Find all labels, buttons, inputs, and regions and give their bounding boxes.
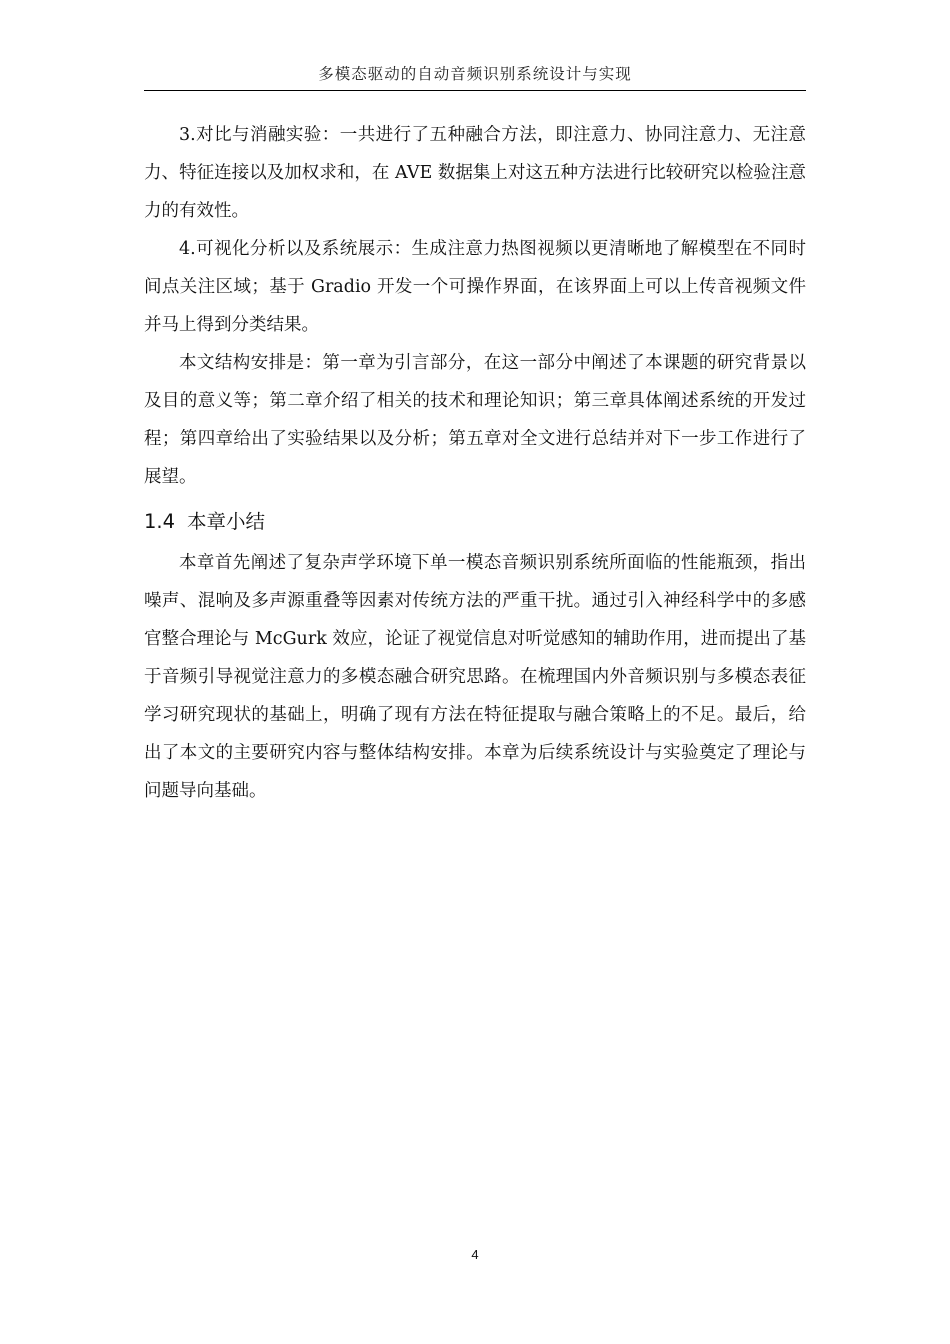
paragraph-comparison-experiments: 3.对比与消融实验：一共进行了五种融合方法，即注意力、协同注意力、无注意力、特征连接以及加权求和，在 AVE 数据集上对这五种方法进行比较研究以检验注意力的有效性。 (144, 125, 806, 221)
section-title: 本章小结 (187, 510, 266, 533)
page-number: 4 (471, 1247, 479, 1262)
section-heading (144, 502, 806, 542)
paragraph-thesis-structure: 本文结构安排是：第一章为引言部分，在这一部分中阐述了本课题的研究背景以及目的意义等；第二章介绍了相关的技术和理论知识；第三章具体阐述系统的开发过程；第四章给出了实验结果以及分析；第五章对全文进行总结并对下一步工作进行了展望。 (144, 353, 806, 487)
paragraph-visualization: 4.可视化分析以及系统展示：生成注意力热图视频以更清晰地了解模型在不同时间点关注区域；基于 Gradio 开发一个可操作界面，在该界面上可以上传音视频文件并马上得到分类结果。 (144, 239, 806, 335)
header-rule (144, 90, 806, 91)
section-number: 1.4 (144, 510, 176, 533)
running-header: 多模态驱动的自动音频识别系统设计与实现 (318, 65, 632, 83)
paragraph-chapter-summary: 本章首先阐述了复杂声学环境下单一模态音频识别系统所面临的性能瓶颈，指出噪声、混响及多声源重叠等因素对传统方法的严重干扰。通过引入神经科学中的多感官整合理论与 McGurk 效应，论证了视觉信息对听觉感知的辅助作用，进而提出了基于音频引导视觉注意力的多模态融合研究思路。在梳理国内外音频识别与多模态表征学习研究现状的基础上，明确了现有方法在特征提取与融合策略上的不足。最后，给出了本文的主要研究内容与整体结构安排。本章为后续系统设计与实验奠定了理论与问题导向基础。 (144, 553, 806, 801)
page-body (144, 116, 806, 810)
